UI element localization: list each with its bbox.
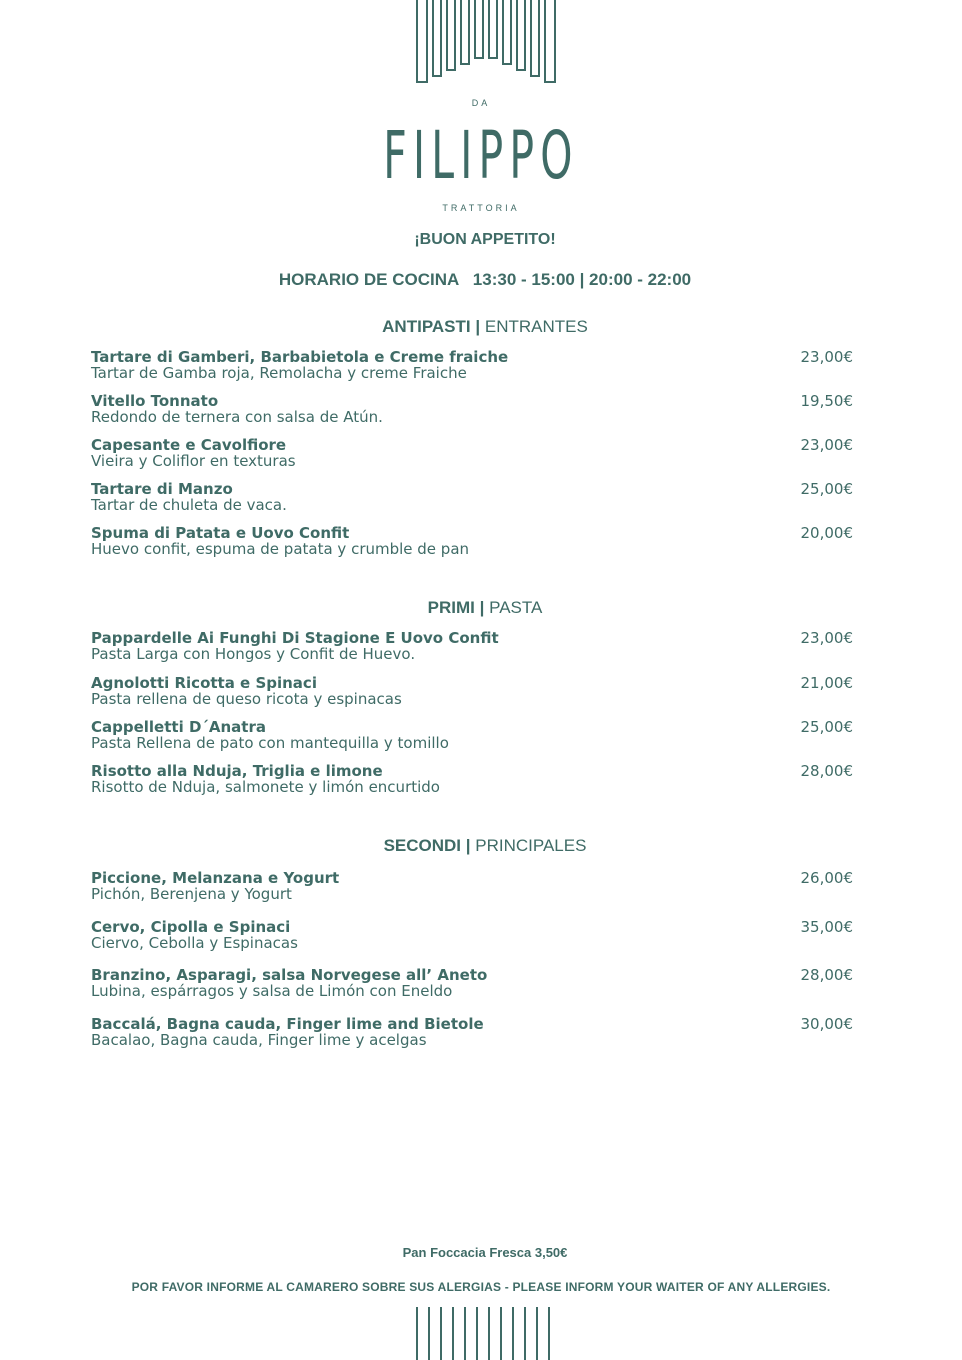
dish-description: Pasta Larga con Hongos y Confit de Huevo. bbox=[91, 645, 416, 663]
dish-price: 28,00€ bbox=[800, 762, 853, 780]
section-title-secondi bbox=[0, 836, 962, 856]
dish-description: Pasta rellena de queso ricota y espinacas bbox=[91, 690, 402, 708]
dish-price: 23,00€ bbox=[800, 436, 853, 454]
brand-prefix: DA bbox=[471, 98, 491, 108]
logo-top-pattern bbox=[414, 0, 558, 84]
dish-description: Lubina, espárragos y salsa de Limón con Eneldo bbox=[91, 982, 453, 1000]
section-title-it: PRIMI bbox=[427, 598, 475, 617]
dish-name: Baccalá, Bagna cauda, Finger lime and Bietole bbox=[91, 1015, 484, 1033]
dish-price: 30,00€ bbox=[800, 1015, 853, 1033]
menu-item bbox=[91, 763, 853, 795]
menu-item bbox=[91, 437, 853, 469]
menu-item bbox=[91, 393, 853, 425]
dish-description: Tartar de chuleta de vaca. bbox=[91, 496, 287, 514]
dish-name: Capesante e Cavolfiore bbox=[91, 436, 287, 454]
menu-item bbox=[91, 919, 853, 951]
allergy-notice: POR FAVOR INFORME AL CAMARERO SOBRE SUS ALERGIAS - PLEASE INFORM YOUR WAITER OF ANY ALLERGIES. bbox=[131, 1280, 831, 1294]
dish-name: Piccione, Melanzana e Yogurt bbox=[91, 869, 340, 887]
dish-description: Bacalao, Bagna cauda, Finger lime y acelgas bbox=[91, 1031, 427, 1049]
logo-bottom-pattern bbox=[414, 1307, 558, 1360]
dish-price: 20,00€ bbox=[800, 524, 853, 542]
menu-item bbox=[91, 719, 853, 751]
dish-price: 28,00€ bbox=[800, 966, 853, 984]
dish-price: 23,00€ bbox=[800, 629, 853, 647]
section-title-es: PRINCIPALES bbox=[475, 836, 587, 855]
section-title-antipasti bbox=[0, 317, 962, 337]
menu-item bbox=[91, 870, 853, 902]
dish-description: Pichón, Berenjena y Yogurt bbox=[91, 885, 292, 903]
dish-name: Pappardelle Ai Funghi Di Stagione E Uovo Confit bbox=[91, 629, 499, 647]
dish-price: 25,00€ bbox=[800, 480, 853, 498]
menu-item bbox=[91, 1016, 853, 1048]
menu-item bbox=[91, 349, 853, 381]
section-title-it: SECONDI bbox=[383, 836, 462, 855]
dish-price: 19,50€ bbox=[800, 392, 853, 410]
dish-name: Branzino, Asparagi, salsa Norvegese all’ Aneto bbox=[91, 966, 488, 984]
dish-description: Pasta Rellena de pato con mantequilla y tomillo bbox=[91, 734, 449, 752]
section-title-primi bbox=[0, 598, 962, 618]
greeting: ¡BUON APPETITO! bbox=[414, 231, 556, 248]
bread-note: Pan Foccacia Fresca 3,50€ bbox=[402, 1245, 568, 1260]
dish-name: Vitello Tonnato bbox=[91, 392, 219, 410]
menu-item bbox=[91, 675, 853, 707]
section-title-it: ANTIPASTI bbox=[382, 317, 471, 336]
brand-logo-name: FILIPPO bbox=[383, 117, 579, 194]
dish-name: Cervo, Cipolla e Spinaci bbox=[91, 918, 291, 936]
dish-description: Ciervo, Cebolla y Espinacas bbox=[91, 934, 298, 952]
dish-price: 26,00€ bbox=[800, 869, 853, 887]
dish-price: 25,00€ bbox=[800, 718, 853, 736]
dish-price: 23,00€ bbox=[800, 348, 853, 366]
dish-name: Cappelletti D´Anatra bbox=[91, 718, 266, 736]
section-separator: | bbox=[465, 836, 471, 855]
menu-item bbox=[91, 481, 853, 513]
menu-item bbox=[91, 967, 853, 999]
dish-name: Tartare di Gamberi, Barbabietola e Creme fraiche bbox=[91, 348, 509, 366]
section-title-es: PASTA bbox=[489, 598, 543, 617]
dish-description: Risotto de Nduja, salmonete y limón encurtido bbox=[91, 778, 440, 796]
dish-name: Agnolotti Ricotta e Spinaci bbox=[91, 674, 317, 692]
section-separator: | bbox=[475, 317, 481, 336]
dish-price: 35,00€ bbox=[800, 918, 853, 936]
section-title-es: ENTRANTES bbox=[484, 317, 588, 336]
dish-name: Tartare di Manzo bbox=[91, 480, 233, 498]
dish-description: Vieira y Coliflor en texturas bbox=[91, 452, 296, 470]
dish-name: Risotto alla Nduja, Triglia e limone bbox=[91, 762, 383, 780]
menu-item bbox=[91, 525, 853, 557]
brand-subtitle: TRATTORIA bbox=[442, 203, 520, 213]
dish-name: Spuma di Patata e Uovo Confit bbox=[91, 524, 350, 542]
section-separator: | bbox=[479, 598, 485, 617]
dish-price: 21,00€ bbox=[800, 674, 853, 692]
dish-description: Huevo confit, espuma de patata y crumble de pan bbox=[91, 540, 470, 558]
menu-item bbox=[91, 630, 853, 662]
dish-description: Redondo de ternera con salsa de Atún. bbox=[91, 408, 383, 426]
kitchen-hours: HORARIO DE COCINA 13:30 - 15:00 | 20:00 - 22:00 bbox=[278, 270, 692, 289]
dish-description: Tartar de Gamba roja, Remolacha y creme Fraiche bbox=[91, 364, 467, 382]
